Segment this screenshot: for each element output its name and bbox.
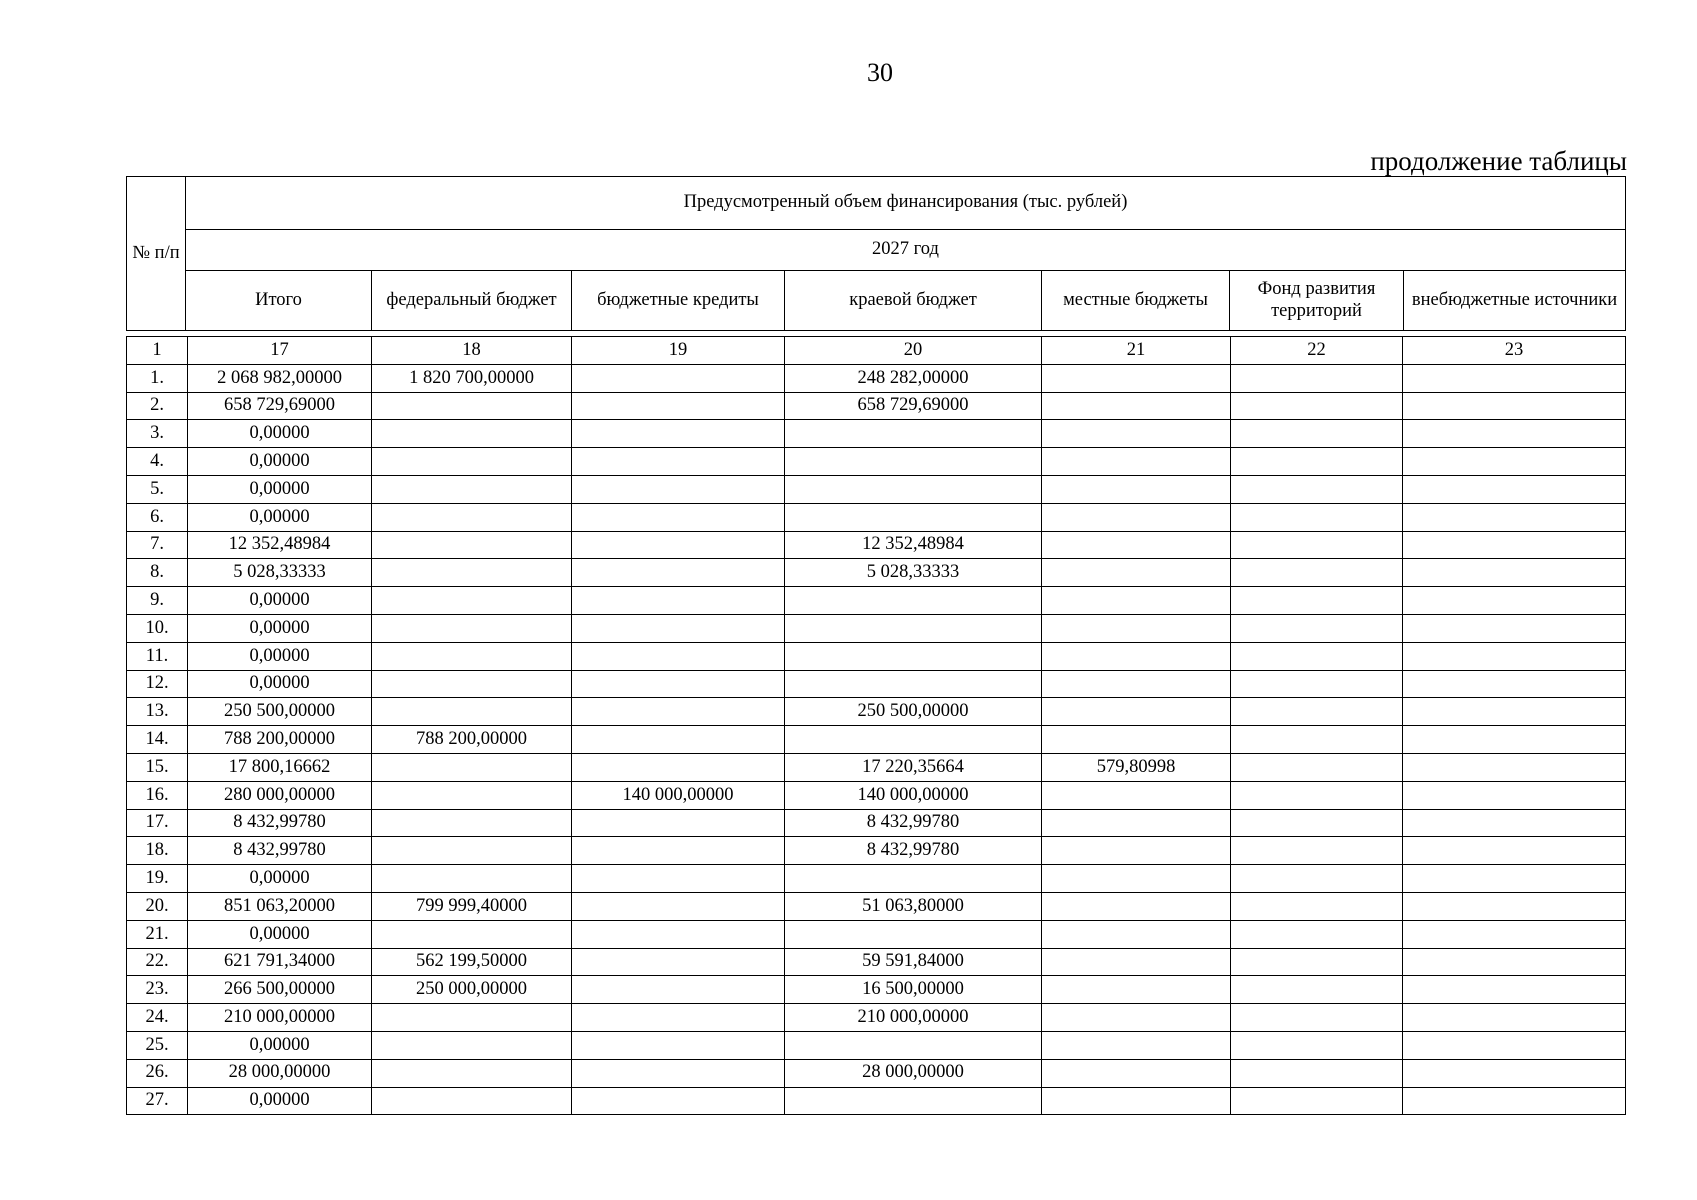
total-cell: 0,00000: [188, 420, 372, 448]
territory-fund-cell: [1231, 809, 1403, 837]
row-number-cell: 6.: [127, 503, 188, 531]
row-number-cell: 13.: [127, 698, 188, 726]
extrabudgetary-cell: [1403, 587, 1626, 615]
table-row: [127, 726, 1626, 754]
territory-fund-cell: [1231, 587, 1403, 615]
budget-credits-cell: [572, 1004, 785, 1032]
regional-budget-cell: [785, 503, 1042, 531]
federal-budget-cell: [372, 448, 572, 476]
total-cell: 0,00000: [188, 475, 372, 503]
total-cell: 8 432,99780: [188, 809, 372, 837]
table-row: [127, 948, 1626, 976]
regional-budget-cell: 28 000,00000: [785, 1059, 1042, 1087]
budget-credits-cell: [572, 698, 785, 726]
table-row: [127, 1059, 1626, 1087]
territory-fund-cell: [1231, 1031, 1403, 1059]
table-row: [127, 920, 1626, 948]
extrabudgetary-cell: [1403, 948, 1626, 976]
local-budgets-cell: [1042, 642, 1231, 670]
federal-budget-cell: [372, 1087, 572, 1115]
total-cell: 0,00000: [188, 1031, 372, 1059]
row-number-cell: 22.: [127, 948, 188, 976]
row-number-cell: 9.: [127, 587, 188, 615]
regional-budget-cell: 17 220,35664: [785, 753, 1042, 781]
extrabudgetary-cell: [1403, 1004, 1626, 1032]
local-budgets-cell: [1042, 920, 1231, 948]
column-number: 22: [1231, 337, 1403, 365]
budget-credits-cell: 140 000,00000: [572, 781, 785, 809]
regional-budget-cell: [785, 475, 1042, 503]
territory-fund-cell: [1231, 920, 1403, 948]
table-row: [127, 753, 1626, 781]
budget-credits-cell: [572, 364, 785, 392]
federal-budget-cell: 562 199,50000: [372, 948, 572, 976]
local-budgets-cell: [1042, 614, 1231, 642]
row-number-cell: 1.: [127, 364, 188, 392]
year-label: 2027 год: [186, 230, 1626, 271]
extrabudgetary-cell: [1403, 642, 1626, 670]
row-number-cell: 7.: [127, 531, 188, 559]
column-header-budget-credits: бюджетные кредиты: [572, 271, 785, 331]
column-header-total: Итого: [186, 271, 372, 331]
column-number: 18: [372, 337, 572, 365]
total-cell: 266 500,00000: [188, 976, 372, 1004]
column-number: 20: [785, 337, 1042, 365]
data-table: [126, 336, 1626, 1115]
regional-budget-cell: [785, 865, 1042, 893]
row-number-cell: 23.: [127, 976, 188, 1004]
local-budgets-cell: 579,80998: [1042, 753, 1231, 781]
table-row: [127, 475, 1626, 503]
local-budgets-cell: [1042, 726, 1231, 754]
local-budgets-cell: [1042, 531, 1231, 559]
federal-budget-cell: [372, 420, 572, 448]
extrabudgetary-cell: [1403, 559, 1626, 587]
local-budgets-cell: [1042, 1031, 1231, 1059]
extrabudgetary-cell: [1403, 1031, 1626, 1059]
federal-budget-cell: [372, 837, 572, 865]
local-budgets-cell: [1042, 892, 1231, 920]
row-number-cell: 10.: [127, 614, 188, 642]
column-header-extrabudgetary: внебюджетные источники: [1404, 271, 1626, 331]
table-row: [127, 364, 1626, 392]
budget-credits-cell: [572, 865, 785, 893]
budget-credits-cell: [572, 948, 785, 976]
row-number-cell: 12.: [127, 670, 188, 698]
table-row: [127, 559, 1626, 587]
row-number-cell: 5.: [127, 475, 188, 503]
territory-fund-cell: [1231, 364, 1403, 392]
column-number: 23: [1403, 337, 1626, 365]
row-number-cell: 11.: [127, 642, 188, 670]
regional-budget-cell: [785, 920, 1042, 948]
extrabudgetary-cell: [1403, 503, 1626, 531]
budget-credits-cell: [572, 448, 785, 476]
table-row: [127, 614, 1626, 642]
extrabudgetary-cell: [1403, 726, 1626, 754]
table-row: [127, 865, 1626, 893]
row-number-cell: 18.: [127, 837, 188, 865]
extrabudgetary-cell: [1403, 920, 1626, 948]
regional-budget-cell: 140 000,00000: [785, 781, 1042, 809]
extrabudgetary-cell: [1403, 670, 1626, 698]
federal-budget-cell: [372, 781, 572, 809]
federal-budget-cell: [372, 1004, 572, 1032]
regional-budget-cell: 12 352,48984: [785, 531, 1042, 559]
budget-credits-cell: [572, 642, 785, 670]
regional-budget-cell: [785, 420, 1042, 448]
row-number-cell: 16.: [127, 781, 188, 809]
local-budgets-cell: [1042, 809, 1231, 837]
total-cell: 0,00000: [188, 920, 372, 948]
total-cell: 0,00000: [188, 642, 372, 670]
budget-credits-cell: [572, 503, 785, 531]
column-header-regional-budget: краевой бюджет: [785, 271, 1042, 331]
regional-budget-cell: [785, 587, 1042, 615]
local-budgets-cell: [1042, 670, 1231, 698]
local-budgets-cell: [1042, 781, 1231, 809]
budget-credits-cell: [572, 1059, 785, 1087]
table-row: [127, 837, 1626, 865]
territory-fund-cell: [1231, 1087, 1403, 1115]
regional-budget-cell: [785, 726, 1042, 754]
federal-budget-cell: [372, 865, 572, 893]
federal-budget-cell: [372, 698, 572, 726]
extrabudgetary-cell: [1403, 865, 1626, 893]
local-budgets-cell: [1042, 837, 1231, 865]
territory-fund-cell: [1231, 948, 1403, 976]
total-cell: 0,00000: [188, 614, 372, 642]
local-budgets-cell: [1042, 503, 1231, 531]
row-number-cell: 25.: [127, 1031, 188, 1059]
federal-budget-cell: [372, 614, 572, 642]
extrabudgetary-cell: [1403, 1059, 1626, 1087]
column-header-territory-fund: Фонд развития территорий: [1230, 271, 1404, 331]
total-cell: 5 028,33333: [188, 559, 372, 587]
local-budgets-cell: [1042, 475, 1231, 503]
budget-credits-cell: [572, 1031, 785, 1059]
column-number: 21: [1042, 337, 1231, 365]
federal-budget-cell: 1 820 700,00000: [372, 364, 572, 392]
local-budgets-cell: [1042, 1087, 1231, 1115]
total-cell: 210 000,00000: [188, 1004, 372, 1032]
federal-budget-cell: [372, 920, 572, 948]
federal-budget-cell: 250 000,00000: [372, 976, 572, 1004]
table-header: [126, 176, 1626, 331]
local-budgets-cell: [1042, 392, 1231, 420]
federal-budget-cell: [372, 475, 572, 503]
table-row: [127, 892, 1626, 920]
federal-budget-cell: [372, 642, 572, 670]
budget-credits-cell: [572, 920, 785, 948]
regional-budget-cell: 16 500,00000: [785, 976, 1042, 1004]
total-cell: 0,00000: [188, 448, 372, 476]
extrabudgetary-cell: [1403, 392, 1626, 420]
row-number-cell: 26.: [127, 1059, 188, 1087]
regional-budget-cell: 8 432,99780: [785, 837, 1042, 865]
table-row: [127, 698, 1626, 726]
extrabudgetary-cell: [1403, 892, 1626, 920]
column-number: 19: [572, 337, 785, 365]
row-number-cell: 4.: [127, 448, 188, 476]
regional-budget-cell: [785, 614, 1042, 642]
column-number: 17: [188, 337, 372, 365]
local-budgets-cell: [1042, 865, 1231, 893]
table-row: [127, 392, 1626, 420]
column-header-federal-budget: федеральный бюджет: [372, 271, 572, 331]
total-cell: 788 200,00000: [188, 726, 372, 754]
row-number-cell: 3.: [127, 420, 188, 448]
budget-credits-cell: [572, 1087, 785, 1115]
territory-fund-cell: [1231, 642, 1403, 670]
total-cell: 658 729,69000: [188, 392, 372, 420]
regional-budget-cell: 658 729,69000: [785, 392, 1042, 420]
extrabudgetary-cell: [1403, 781, 1626, 809]
table-row: [127, 587, 1626, 615]
extrabudgetary-cell: [1403, 420, 1626, 448]
table-row: [127, 1004, 1626, 1032]
total-cell: 280 000,00000: [188, 781, 372, 809]
territory-fund-cell: [1231, 614, 1403, 642]
row-number-cell: 14.: [127, 726, 188, 754]
territory-fund-cell: [1231, 1059, 1403, 1087]
territory-fund-cell: [1231, 475, 1403, 503]
territory-fund-cell: [1231, 781, 1403, 809]
territory-fund-cell: [1231, 753, 1403, 781]
total-cell: 28 000,00000: [188, 1059, 372, 1087]
continuation-label: продолжение таблицы: [1370, 146, 1627, 176]
territory-fund-cell: [1231, 976, 1403, 1004]
regional-budget-cell: 59 591,84000: [785, 948, 1042, 976]
territory-fund-cell: [1231, 865, 1403, 893]
regional-budget-cell: 250 500,00000: [785, 698, 1042, 726]
column-number: 1: [127, 337, 188, 365]
territory-fund-cell: [1231, 420, 1403, 448]
local-budgets-cell: [1042, 698, 1231, 726]
extrabudgetary-cell: [1403, 976, 1626, 1004]
extrabudgetary-cell: [1403, 1087, 1626, 1115]
local-budgets-cell: [1042, 948, 1231, 976]
federal-budget-cell: 799 999,40000: [372, 892, 572, 920]
budget-credits-cell: [572, 892, 785, 920]
total-cell: 12 352,48984: [188, 531, 372, 559]
total-cell: 621 791,34000: [188, 948, 372, 976]
local-budgets-cell: [1042, 1059, 1231, 1087]
extrabudgetary-cell: [1403, 837, 1626, 865]
extrabudgetary-cell: [1403, 698, 1626, 726]
regional-budget-cell: 248 282,00000: [785, 364, 1042, 392]
extrabudgetary-cell: [1403, 448, 1626, 476]
table-row: [127, 1031, 1626, 1059]
table-row: [127, 670, 1626, 698]
budget-credits-cell: [572, 670, 785, 698]
table-row: [127, 531, 1626, 559]
federal-budget-cell: [372, 670, 572, 698]
local-budgets-cell: [1042, 364, 1231, 392]
total-cell: 17 800,16662: [188, 753, 372, 781]
territory-fund-cell: [1231, 448, 1403, 476]
table-row: [127, 642, 1626, 670]
local-budgets-cell: [1042, 559, 1231, 587]
row-number-cell: 21.: [127, 920, 188, 948]
budget-credits-cell: [572, 976, 785, 1004]
table-row: [127, 976, 1626, 1004]
territory-fund-cell: [1231, 503, 1403, 531]
table-row: [127, 1087, 1626, 1115]
row-number-cell: 20.: [127, 892, 188, 920]
federal-budget-cell: 788 200,00000: [372, 726, 572, 754]
budget-credits-cell: [572, 587, 785, 615]
total-cell: 250 500,00000: [188, 698, 372, 726]
total-cell: 0,00000: [188, 587, 372, 615]
row-number-cell: 24.: [127, 1004, 188, 1032]
budget-credits-cell: [572, 392, 785, 420]
local-budgets-cell: [1042, 976, 1231, 1004]
budget-credits-cell: [572, 531, 785, 559]
territory-fund-cell: [1231, 559, 1403, 587]
total-cell: 0,00000: [188, 670, 372, 698]
federal-budget-cell: [372, 1031, 572, 1059]
table-row: [127, 809, 1626, 837]
extrabudgetary-cell: [1403, 364, 1626, 392]
financing-title: Предусмотренный объем финансирования (тыс. рублей): [186, 177, 1626, 230]
budget-credits-cell: [572, 726, 785, 754]
page-number: 30: [867, 58, 893, 87]
extrabudgetary-cell: [1403, 614, 1626, 642]
territory-fund-cell: [1231, 837, 1403, 865]
budget-credits-cell: [572, 837, 785, 865]
regional-budget-cell: 51 063,80000: [785, 892, 1042, 920]
table-row: [127, 448, 1626, 476]
extrabudgetary-cell: [1403, 809, 1626, 837]
federal-budget-cell: [372, 809, 572, 837]
row-number-cell: 8.: [127, 559, 188, 587]
territory-fund-cell: [1231, 392, 1403, 420]
federal-budget-cell: [372, 753, 572, 781]
regional-budget-cell: [785, 670, 1042, 698]
total-cell: 2 068 982,00000: [188, 364, 372, 392]
budget-credits-cell: [572, 809, 785, 837]
territory-fund-cell: [1231, 531, 1403, 559]
table-row: [127, 420, 1626, 448]
column-numbers-row: [127, 337, 1626, 365]
row-number-cell: 15.: [127, 753, 188, 781]
budget-credits-cell: [572, 614, 785, 642]
total-cell: 0,00000: [188, 865, 372, 893]
total-cell: 851 063,20000: [188, 892, 372, 920]
extrabudgetary-cell: [1403, 475, 1626, 503]
federal-budget-cell: [372, 587, 572, 615]
local-budgets-cell: [1042, 448, 1231, 476]
territory-fund-cell: [1231, 698, 1403, 726]
table-row: [127, 781, 1626, 809]
total-cell: 0,00000: [188, 503, 372, 531]
budget-credits-cell: [572, 420, 785, 448]
local-budgets-cell: [1042, 1004, 1231, 1032]
federal-budget-cell: [372, 392, 572, 420]
extrabudgetary-cell: [1403, 531, 1626, 559]
local-budgets-cell: [1042, 587, 1231, 615]
budget-credits-cell: [572, 753, 785, 781]
regional-budget-cell: 5 028,33333: [785, 559, 1042, 587]
row-number-cell: 2.: [127, 392, 188, 420]
regional-budget-cell: [785, 448, 1042, 476]
territory-fund-cell: [1231, 892, 1403, 920]
regional-budget-cell: [785, 1087, 1042, 1115]
territory-fund-cell: [1231, 1004, 1403, 1032]
regional-budget-cell: 210 000,00000: [785, 1004, 1042, 1032]
local-budgets-cell: [1042, 420, 1231, 448]
territory-fund-cell: [1231, 670, 1403, 698]
regional-budget-cell: 8 432,99780: [785, 809, 1042, 837]
federal-budget-cell: [372, 531, 572, 559]
row-number-cell: 19.: [127, 865, 188, 893]
column-header-local-budgets: местные бюджеты: [1042, 271, 1230, 331]
table-row: [127, 503, 1626, 531]
territory-fund-cell: [1231, 726, 1403, 754]
row-number-header: № п/п: [127, 177, 186, 331]
federal-budget-cell: [372, 1059, 572, 1087]
total-cell: 8 432,99780: [188, 837, 372, 865]
regional-budget-cell: [785, 1031, 1042, 1059]
regional-budget-cell: [785, 642, 1042, 670]
budget-credits-cell: [572, 475, 785, 503]
federal-budget-cell: [372, 559, 572, 587]
row-number-cell: 17.: [127, 809, 188, 837]
extrabudgetary-cell: [1403, 753, 1626, 781]
federal-budget-cell: [372, 503, 572, 531]
total-cell: 0,00000: [188, 1087, 372, 1115]
row-number-cell: 27.: [127, 1087, 188, 1115]
budget-credits-cell: [572, 559, 785, 587]
